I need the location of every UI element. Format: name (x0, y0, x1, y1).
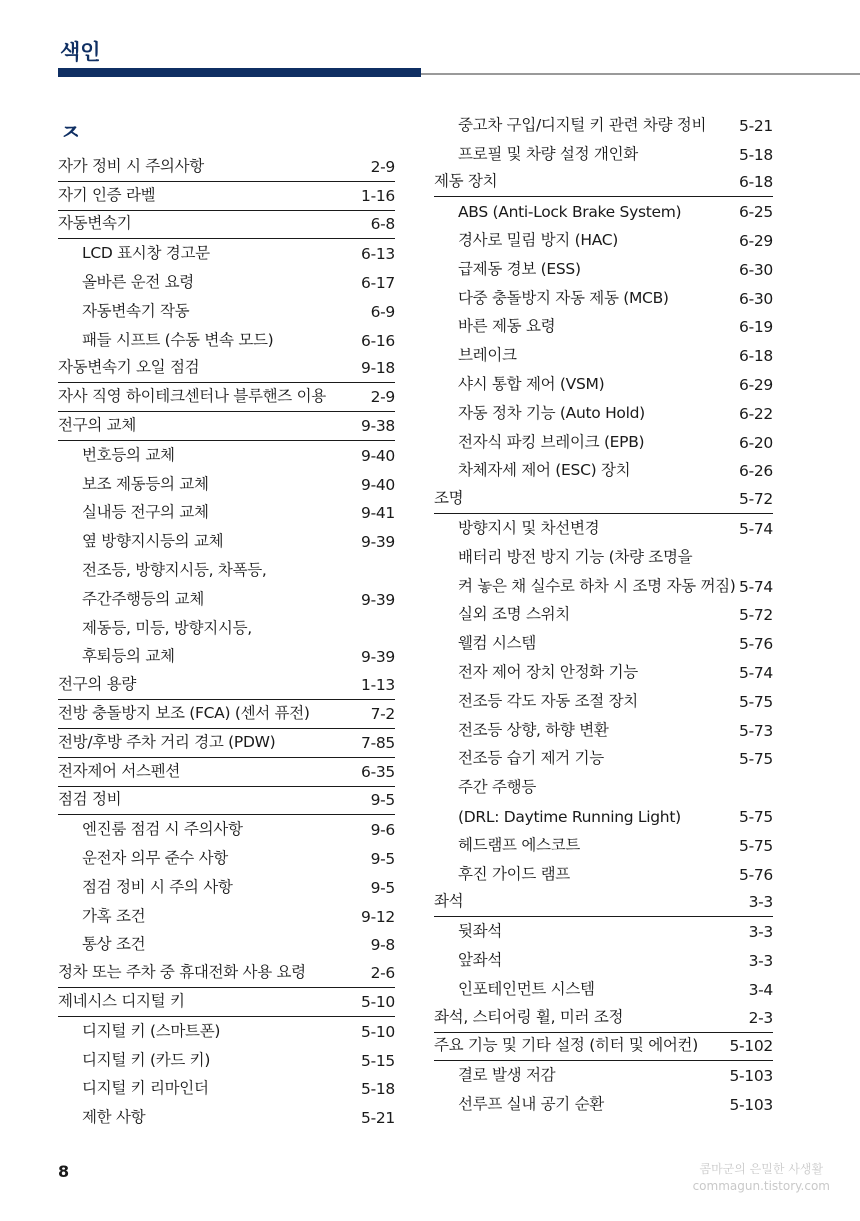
entry-label: 올바른 운전 요령 (82, 272, 194, 291)
entry-label: 제동등, 미등, 방향지시등, (82, 618, 252, 637)
entry-page-ref: 6-25 (739, 203, 773, 222)
entry-label: 켜 놓은 채 실수로 하차 시 조명 자동 꺼짐) (458, 576, 736, 595)
watermark (693, 1161, 830, 1195)
entry-page-ref: 6-29 (739, 375, 773, 394)
index-entry (58, 729, 395, 758)
index-subentry (434, 284, 773, 313)
index-subentry (434, 831, 773, 860)
index-subentry (434, 946, 773, 975)
entry-label: 전조등 각도 자동 조절 장치 (458, 691, 638, 710)
entry-page-ref: 2-9 (370, 388, 395, 407)
index-subentry (434, 428, 773, 457)
entry-label: 프로필 및 차량 설정 개인화 (458, 144, 638, 163)
index-subentry (434, 111, 773, 140)
entry-label: 전방/후방 주차 거리 경고 (PDW) (58, 732, 276, 751)
index-subentry (434, 226, 773, 255)
index-subentry (434, 1061, 773, 1090)
entry-page-ref: 5-74 (739, 519, 773, 538)
index-subentry (434, 975, 773, 1004)
index-subentry (58, 1103, 395, 1132)
entry-page-ref: 5-103 (729, 1095, 773, 1114)
entry-label: 전자 제어 장치 안정화 기능 (458, 662, 638, 681)
index-subentry (434, 629, 773, 658)
entry-label: 실외 조명 스위치 (458, 605, 570, 624)
entry-label: 가혹 조건 (82, 906, 146, 925)
header-accent-bar (58, 68, 421, 77)
index-subentry (58, 1017, 395, 1046)
entry-label: 통상 조건 (82, 935, 146, 954)
entry-label: 실내등 전구의 교체 (82, 503, 209, 522)
page-header-title: 색인 (60, 40, 101, 64)
index-column-right (434, 111, 773, 1119)
entry-label: 보조 제동등의 교체 (82, 474, 209, 493)
index-subentry (58, 1075, 395, 1104)
index-subentry (434, 802, 773, 831)
entry-page-ref: 3-3 (748, 893, 773, 912)
entry-page-ref: 6-13 (361, 245, 395, 264)
entry-page-ref: 9-38 (361, 416, 395, 435)
index-subentry (434, 255, 773, 284)
entry-page-ref: 6-20 (739, 433, 773, 452)
index-entry (58, 383, 395, 412)
entry-page-ref: 9-39 (361, 648, 395, 667)
entry-page-ref: 9-5 (370, 849, 395, 868)
index-subentry (434, 745, 773, 774)
watermark-line-2: commagun.tistory.com (692, 1179, 830, 1193)
index-subentry (58, 527, 395, 556)
entry-label: 정차 또는 주차 중 휴대전화 사용 요령 (58, 963, 306, 982)
entry-label: 좌석, 스티어링 휠, 미러 조정 (434, 1007, 624, 1026)
entry-label: 전자식 파킹 브레이크 (EPB) (458, 432, 645, 451)
index-subentry (58, 556, 395, 585)
index-subentry (58, 326, 395, 355)
entry-page-ref: 5-18 (739, 145, 773, 164)
entry-page-ref: 9-8 (370, 936, 395, 955)
entry-label: 디지털 키 (스마트폰) (82, 1021, 221, 1040)
entry-label: 패들 시프트 (수동 변속 모드) (82, 330, 274, 349)
entry-page-ref: 6-9 (370, 302, 395, 321)
entry-label: 전방 충돌방지 보조 (FCA) (센서 퓨전) (58, 703, 310, 722)
entry-label: 주요 기능 및 기타 설정 (히터 및 에어컨) (434, 1036, 698, 1055)
entry-label: 전조등, 방향지시등, 차폭등, (82, 560, 267, 579)
entry-page-ref: 9-39 (361, 533, 395, 552)
entry-page-ref: 6-18 (739, 347, 773, 366)
entry-page-ref: 6-22 (739, 404, 773, 423)
entry-label: 자동변속기 (58, 214, 132, 233)
entry-label: 번호등의 교체 (82, 445, 175, 464)
entry-page-ref: 6-30 (739, 289, 773, 308)
index-entry (434, 169, 773, 198)
entry-label: 주간주행등의 교체 (82, 589, 205, 608)
index-subentry (434, 341, 773, 370)
index-subentry (58, 643, 395, 672)
index-entry (58, 671, 395, 700)
index-entry (58, 153, 395, 182)
entry-label: 자가 정비 시 주의사항 (58, 156, 204, 175)
entry-label: 주간 주행등 (458, 778, 536, 797)
entry-label: 좌석 (434, 892, 464, 911)
index-subentry (434, 514, 773, 543)
index-subentry (434, 197, 773, 226)
index-subentry (58, 1046, 395, 1075)
entry-page-ref: 1-16 (361, 186, 395, 205)
index-subentry (58, 931, 395, 960)
index-entry (58, 988, 395, 1017)
entry-label: 샤시 통합 제어 (VSM) (458, 374, 605, 393)
entry-page-ref: 9-41 (361, 504, 395, 523)
index-entry (58, 182, 395, 211)
entry-page-ref: 5-76 (739, 635, 773, 654)
entry-page-ref: 5-75 (739, 807, 773, 826)
header-rule (421, 73, 860, 75)
index-subentry (58, 614, 395, 643)
index-subentry (434, 601, 773, 630)
entry-label: 다중 충돌방지 자동 제동 (MCB) (458, 288, 669, 307)
entry-page-ref: 9-12 (361, 907, 395, 926)
index-subentry (434, 140, 773, 169)
entry-label: 브레이크 (458, 346, 517, 365)
index-subentry (434, 457, 773, 486)
entry-label: 자기 인증 라벨 (58, 185, 156, 204)
index-subentry (434, 917, 773, 946)
entry-label: 전구의 용량 (58, 675, 136, 694)
entry-label: 결로 발생 저감 (458, 1066, 556, 1085)
index-subentry (58, 902, 395, 931)
page-number: 8 (58, 1162, 70, 1181)
index-entry (58, 211, 395, 240)
entry-page-ref: 5-102 (729, 1037, 773, 1056)
entry-label: 방향지시 및 차선변경 (458, 518, 600, 537)
index-column-left (58, 153, 395, 1132)
index-subentry (58, 585, 395, 614)
index-entry (58, 355, 395, 384)
index-subentry (58, 239, 395, 268)
entry-label: 차체자세 제어 (ESC) 장치 (458, 461, 631, 480)
entry-label: 경사로 밀림 방지 (HAC) (458, 230, 618, 249)
entry-label: 후퇴등의 교체 (82, 647, 175, 666)
entry-label: 점검 정비 (58, 790, 122, 809)
entry-page-ref: 5-21 (739, 116, 773, 135)
entry-label: 뒷좌석 (458, 922, 503, 941)
index-subentry (434, 399, 773, 428)
entry-page-ref: 2-9 (370, 157, 395, 176)
entry-page-ref: 5-10 (361, 1022, 395, 1041)
entry-label: 후진 가이드 램프 (458, 864, 570, 883)
entry-label: 웰컴 시스템 (458, 634, 536, 653)
entry-page-ref: 5-103 (729, 1067, 773, 1086)
entry-label: 조명 (434, 489, 464, 508)
index-subentry (58, 873, 395, 902)
index-subentry (58, 268, 395, 297)
index-subentry (434, 1090, 773, 1119)
entry-label: 전자제어 서스펜션 (58, 761, 181, 780)
entry-page-ref: 6-8 (370, 215, 395, 234)
entry-label: 자사 직영 하이테크센터나 블루핸즈 이용 (58, 387, 326, 406)
index-entry (58, 959, 395, 988)
entry-label: 선루프 실내 공기 순환 (458, 1094, 604, 1113)
index-entry (58, 758, 395, 787)
entry-page-ref: 9-40 (361, 446, 395, 465)
entry-label: 운전자 의무 준수 사항 (82, 848, 228, 867)
entry-page-ref: 6-16 (361, 331, 395, 350)
entry-label: (DRL: Daytime Running Light) (458, 807, 681, 826)
index-entry (58, 700, 395, 729)
entry-label: 자동변속기 작동 (82, 301, 190, 320)
index-subentry (58, 470, 395, 499)
entry-label: 자동 정차 기능 (Auto Hold) (458, 403, 645, 422)
entry-label: 앞좌석 (458, 950, 503, 969)
entry-page-ref: 9-18 (361, 359, 395, 378)
entry-label: ABS (Anti-Lock Brake System) (458, 203, 682, 222)
entry-page-ref: 6-26 (739, 462, 773, 481)
index-subentry (434, 860, 773, 889)
entry-page-ref: 9-6 (370, 821, 395, 840)
entry-page-ref: 6-18 (739, 173, 773, 192)
entry-page-ref: 5-73 (739, 721, 773, 740)
index-subentry (434, 716, 773, 745)
entry-page-ref: 1-13 (361, 676, 395, 695)
entry-label: 디지털 키 (카드 키) (82, 1050, 211, 1069)
entry-page-ref: 5-75 (739, 692, 773, 711)
index-entry (434, 1004, 773, 1033)
entry-page-ref: 7-2 (370, 704, 395, 723)
section-letter: ㅈ (60, 121, 82, 146)
index-entry (434, 1033, 773, 1062)
entry-page-ref: 5-15 (361, 1051, 395, 1070)
entry-page-ref: 5-18 (361, 1080, 395, 1099)
entry-page-ref: 5-72 (739, 490, 773, 509)
index-entry (434, 485, 773, 514)
entry-label: 전구의 교체 (58, 415, 136, 434)
entry-page-ref: 6-19 (739, 318, 773, 337)
watermark-line-1: 콤마군의 은밀한 사생활 (699, 1162, 824, 1176)
index-subentry (434, 773, 773, 802)
entry-label: 중고차 구입/디지털 키 관련 차량 정비 (458, 115, 707, 134)
entry-page-ref: 7-85 (361, 733, 395, 752)
entry-page-ref: 5-74 (739, 663, 773, 682)
entry-label: 엔진룸 점검 시 주의사항 (82, 820, 243, 839)
entry-label: 옆 방향지시등의 교체 (82, 532, 224, 551)
index-subentry (434, 658, 773, 687)
index-subentry (434, 370, 773, 399)
index-subentry (434, 313, 773, 342)
entry-page-ref: 3-3 (748, 951, 773, 970)
entry-label: 헤드램프 에스코트 (458, 835, 581, 854)
entry-page-ref: 5-74 (739, 577, 773, 596)
entry-page-ref: 9-5 (370, 878, 395, 897)
entry-page-ref: 9-5 (370, 791, 395, 810)
entry-label: 점검 정비 시 주의 사항 (82, 877, 233, 896)
entry-page-ref: 2-6 (370, 964, 395, 983)
entry-page-ref: 3-3 (748, 923, 773, 942)
index-subentry (58, 844, 395, 873)
entry-label: 전조등 상향, 하향 변환 (458, 720, 609, 739)
index-subentry (58, 499, 395, 528)
index-subentry (58, 297, 395, 326)
index-subentry (58, 441, 395, 470)
entry-page-ref: 2-3 (748, 1008, 773, 1027)
index-entry (58, 787, 395, 816)
entry-page-ref: 5-76 (739, 865, 773, 884)
entry-label: 바른 제동 요령 (458, 317, 556, 336)
entry-page-ref: 5-75 (739, 836, 773, 855)
entry-label: 전조등 습기 제거 기능 (458, 749, 604, 768)
entry-page-ref: 5-75 (739, 750, 773, 769)
index-subentry (434, 572, 773, 601)
entry-page-ref: 6-30 (739, 260, 773, 279)
entry-page-ref: 5-21 (361, 1109, 395, 1128)
entry-label: 제네시스 디지털 키 (58, 991, 185, 1010)
entry-page-ref: 9-39 (361, 590, 395, 609)
index-entry (434, 889, 773, 918)
entry-label: 제한 사항 (82, 1108, 146, 1127)
entry-page-ref: 3-4 (748, 980, 773, 999)
entry-page-ref: 5-10 (361, 992, 395, 1011)
entry-label: 인포테인먼트 시스템 (458, 979, 595, 998)
entry-label: 급제동 경보 (ESS) (458, 259, 581, 278)
entry-label: 디지털 키 리마인더 (82, 1079, 209, 1098)
entry-label: LCD 표시창 경고문 (82, 244, 210, 263)
entry-label: 자동변속기 오일 점검 (58, 358, 200, 377)
index-entry (58, 412, 395, 441)
entry-page-ref: 9-40 (361, 475, 395, 494)
entry-page-ref: 5-72 (739, 606, 773, 625)
index-subentry (434, 687, 773, 716)
entry-page-ref: 6-35 (361, 762, 395, 781)
entry-label: 제동 장치 (434, 172, 498, 191)
index-subentry (434, 543, 773, 572)
index-subentry (58, 815, 395, 844)
entry-page-ref: 6-17 (361, 273, 395, 292)
entry-page-ref: 6-29 (739, 231, 773, 250)
entry-label: 배터리 방전 방지 기능 (차량 조명을 (458, 547, 693, 566)
